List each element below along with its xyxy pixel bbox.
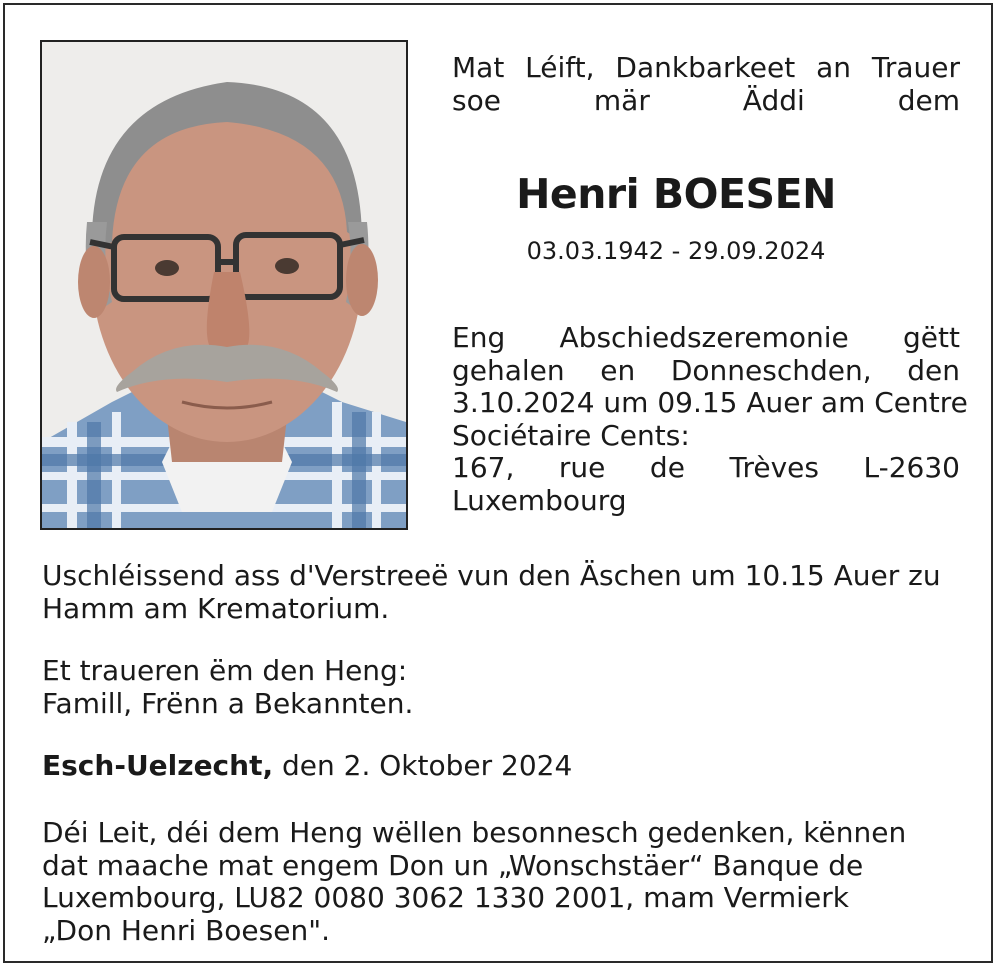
portrait-photo [40,40,408,530]
intro-line: soe mär Äddi dem [452,83,960,117]
ash-scattering-info [42,560,962,625]
notice-date: den 2. Oktober 2024 [273,749,573,782]
ceremony-line: Eng Abschiedszeremonie gëtt [452,321,960,354]
mourners-line: Et traueren ëm den Heng: [42,654,408,687]
ceremony-line: Sociétaire Cents: [452,418,690,452]
intro-line: Mat Léift, Dankbarkeet an Trauer [452,51,960,84]
ceremony-line: gehalen en Donneschden, den [452,353,960,387]
scattering-line: Hamm am Krematorium. [42,591,390,625]
ceremony-line: 3.10.2024 um 09.15 Auer am Centre [452,386,968,419]
mourners-line: Famill, Frënn a Bekannten. [42,686,414,720]
ceremony-info [452,321,968,517]
mourners-info [42,655,962,720]
donation-line: „Don Henri Boesen". [42,913,330,947]
place-name: Esch-Uelzecht, [42,749,274,782]
intro-text [452,52,960,117]
ceremony-line: Luxembourg [452,483,627,517]
deceased-name: Henri BOESEN [516,170,836,218]
donation-line: dat maache mat engem Don un „Wonschstäer“ Banque de [42,848,864,882]
life-dates: 03.03.1942 - 29.09.2024 [526,237,826,265]
donation-line: Déi Leit, déi dem Heng wëllen besonnesch gedenken, kënnen [42,816,907,849]
ceremony-line: 167, rue de Trèves L-2630 [452,451,960,484]
scattering-line: Uschléissend ass d'Verstreeë vun den Äschen um 10.15 Auer zu [42,559,941,592]
donation-line: Luxembourg, LU82 0080 3062 1330 2001, mam Vermierk [42,881,849,914]
place-date-line [42,750,962,783]
donation-info [42,817,962,947]
